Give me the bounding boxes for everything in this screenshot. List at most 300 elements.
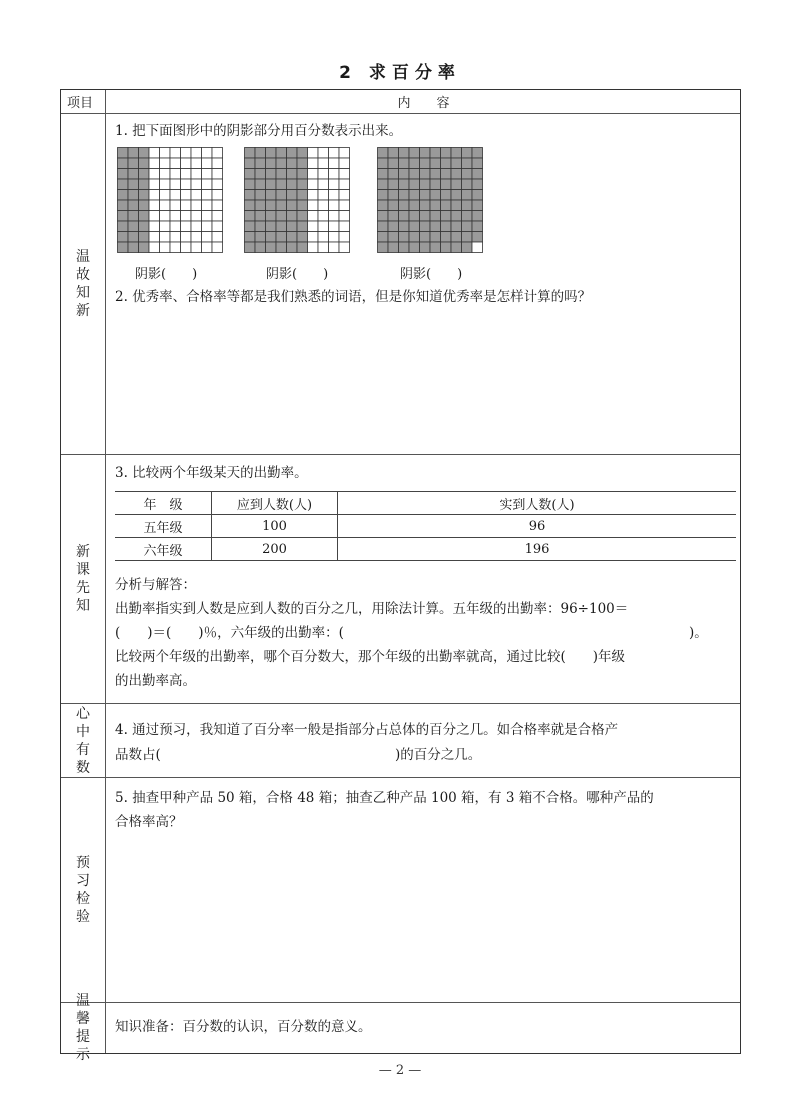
- grid-cell-shaded: [451, 190, 462, 201]
- worksheet-table: [60, 89, 741, 1063]
- question-2: 2. 优秀率、合格率等都是我们熟悉的词语，但是你知道优秀率是怎样计算的吗？: [115, 289, 592, 305]
- grid-cell: [160, 190, 171, 201]
- grid-cell-shaded: [430, 211, 441, 222]
- grid-cell-shaded: [472, 169, 483, 180]
- grid-cell-shaded: [128, 242, 139, 253]
- grid-cell: [339, 190, 350, 201]
- grid-cell-shaded: [399, 169, 410, 180]
- analysis-title: 分析与解答：: [115, 577, 196, 593]
- analysis-line-2-end: )。: [689, 625, 708, 641]
- grid-cell: [318, 179, 329, 190]
- grid-cell-shaded: [388, 221, 399, 232]
- grid-cell: [212, 221, 223, 232]
- grid-cell-shaded: [276, 190, 287, 201]
- grid-cell: [160, 148, 171, 159]
- grid-cell: [149, 148, 160, 159]
- grid-cell-shaded: [441, 169, 452, 180]
- grid-cell-shaded: [409, 221, 420, 232]
- row-divider: [61, 113, 740, 114]
- table-row: [115, 515, 736, 538]
- grid-cell-shaded: [462, 211, 473, 222]
- grid-cell-shaded: [118, 169, 129, 180]
- page-number: — 2 —: [378, 1063, 422, 1078]
- grid-cell: [170, 169, 181, 180]
- grid-cell-shaded: [378, 148, 389, 159]
- grid-cell-shaded: [287, 169, 298, 180]
- analysis-line-1: 出勤率指实到人数是应到人数的百分之几，用除法计算。五年级的出勤率：96÷100＝: [115, 601, 629, 617]
- grid-cell-shaded: [276, 148, 287, 159]
- grid-cell: [202, 221, 213, 232]
- grid-cell: [149, 232, 160, 243]
- table-cell: 196: [338, 538, 737, 561]
- grid-cell-shaded: [118, 200, 129, 211]
- grid-cell: [308, 200, 319, 211]
- grid-cell: [170, 200, 181, 211]
- grid-cell-shaded: [128, 221, 139, 232]
- section-label-newlesson: 新课先知: [76, 544, 90, 614]
- grid-cell-shaded: [462, 190, 473, 201]
- grid-cell-shaded: [245, 169, 256, 180]
- grid-cell: [339, 179, 350, 190]
- grid-cell-shaded: [297, 169, 308, 180]
- grid-cell-shaded: [462, 148, 473, 159]
- grid-cell: [329, 200, 340, 211]
- grid-cell: [191, 200, 202, 211]
- grid-cell: [160, 221, 171, 232]
- grid-cell-shaded: [139, 242, 150, 253]
- grid-cell-shaded: [441, 148, 452, 159]
- grid-cell-shaded: [420, 169, 431, 180]
- grid-cell: [170, 242, 181, 253]
- section-label-review: 温故知新: [76, 249, 90, 319]
- grid-cell: [318, 148, 329, 159]
- grid-cell-shaded: [472, 179, 483, 190]
- grid-cell: [202, 179, 213, 190]
- grid-cell: [149, 158, 160, 169]
- grid-cell: [339, 221, 350, 232]
- page-title: 2 求百分率: [339, 63, 461, 83]
- grid-cell-shaded: [420, 211, 431, 222]
- grid-cell: [308, 211, 319, 222]
- grid-cell-shaded: [297, 158, 308, 169]
- grid-cell-shaded: [399, 232, 410, 243]
- grid-cell: [149, 242, 160, 253]
- grid-cell: [160, 200, 171, 211]
- grid-cell-shaded: [420, 158, 431, 169]
- grid-cell: [318, 221, 329, 232]
- grid-cell-shaded: [266, 242, 277, 253]
- grid-cell-shaded: [297, 190, 308, 201]
- grid-cell: [212, 190, 223, 201]
- grid-cell-shaded: [255, 158, 266, 169]
- grid-cell-shaded: [276, 242, 287, 253]
- grid-cell: [202, 200, 213, 211]
- grid-cell: [212, 169, 223, 180]
- row-divider: [61, 777, 740, 778]
- grid-cell-shaded: [462, 169, 473, 180]
- grid-cell-shaded: [430, 169, 441, 180]
- grid-cell: [318, 242, 329, 253]
- grid-cell-shaded: [139, 179, 150, 190]
- grid-cell: [181, 221, 192, 232]
- grid-cell-shaded: [255, 190, 266, 201]
- grid-cell: [339, 169, 350, 180]
- grid-cell: [160, 179, 171, 190]
- grid-cell-shaded: [399, 148, 410, 159]
- grid-cell: [149, 169, 160, 180]
- grid-cell-shaded: [128, 200, 139, 211]
- grid-cell: [202, 242, 213, 253]
- grid-cell-shaded: [118, 179, 129, 190]
- grid-cell-shaded: [297, 232, 308, 243]
- grid-cell-shaded: [441, 232, 452, 243]
- grid-cell-shaded: [139, 148, 150, 159]
- grid-cell-shaded: [430, 179, 441, 190]
- table-header-cell: 实到人数(人): [338, 492, 737, 515]
- grid-cell-shaded: [409, 211, 420, 222]
- grid-cell-shaded: [420, 179, 431, 190]
- grid-cell-shaded: [139, 200, 150, 211]
- grid-cell: [191, 169, 202, 180]
- grid-cell-shaded: [472, 232, 483, 243]
- grid-cell: [160, 158, 171, 169]
- grid-cell-shaded: [287, 190, 298, 201]
- grid-cell-shaded: [276, 232, 287, 243]
- grid-cell-shaded: [255, 179, 266, 190]
- grid-cell-shaded: [378, 179, 389, 190]
- grid-cell-shaded: [139, 232, 150, 243]
- grid-cell: [472, 242, 483, 253]
- grid-cell-shaded: [462, 242, 473, 253]
- grid-cell-shaded: [297, 221, 308, 232]
- grid-cell: [170, 190, 181, 201]
- grid-cell: [339, 211, 350, 222]
- grid-cell-shaded: [245, 190, 256, 201]
- grid-cell: [308, 148, 319, 159]
- grid-cell: [339, 232, 350, 243]
- grid-cell: [339, 200, 350, 211]
- question-1: 1. 把下面图形中的阴影部分用百分数表示出来。: [115, 123, 403, 139]
- grid-cell-shaded: [266, 221, 277, 232]
- grid-cell-shaded: [276, 169, 287, 180]
- grid-cell-shaded: [451, 200, 462, 211]
- grid-cell-shaded: [472, 211, 483, 222]
- grid-cell: [191, 232, 202, 243]
- grid-cell-shaded: [276, 179, 287, 190]
- grid-cell-shaded: [255, 169, 266, 180]
- grid-cell-shaded: [245, 211, 256, 222]
- grid-cell: [191, 221, 202, 232]
- header-col-item: 项目: [67, 96, 94, 111]
- grid-cell-shaded: [409, 200, 420, 211]
- grid-cell: [149, 190, 160, 201]
- grid-cell: [318, 190, 329, 201]
- grid-cell: [160, 211, 171, 222]
- grid-cell-shaded: [430, 221, 441, 232]
- grid-cell-shaded: [409, 179, 420, 190]
- table-cell: 96: [338, 515, 737, 538]
- grid-cell-shaded: [118, 232, 129, 243]
- grid-cell: [149, 221, 160, 232]
- grid-cell-shaded: [287, 148, 298, 159]
- grid-cell-shaded: [378, 169, 389, 180]
- question-4-line-2-end: )的百分之几。: [395, 747, 482, 763]
- grid-cell: [181, 179, 192, 190]
- grid-cell: [308, 179, 319, 190]
- table-cell: 六年级: [115, 538, 212, 561]
- grid-cell-shaded: [441, 179, 452, 190]
- analysis-line-3: 比较两个年级的出勤率，哪个百分数大，那个年级的出勤率就高，通过比较( )年级: [115, 649, 626, 665]
- grid-cell: [212, 211, 223, 222]
- grid-cell-shaded: [388, 200, 399, 211]
- grid-cell-shaded: [287, 221, 298, 232]
- grid-cell: [318, 211, 329, 222]
- grid-cell-shaded: [245, 242, 256, 253]
- grid-cell: [308, 232, 319, 243]
- grid-cell-shaded: [128, 190, 139, 201]
- grid-cell-shaded: [409, 190, 420, 201]
- grid-cell-shaded: [472, 200, 483, 211]
- grid-cell: [149, 179, 160, 190]
- grid-cell: [170, 179, 181, 190]
- section-label-heart: 心中有数: [76, 705, 90, 776]
- grid-cell-shaded: [388, 169, 399, 180]
- grid-cell-shaded: [128, 211, 139, 222]
- grid-cell-shaded: [245, 200, 256, 211]
- grid-cell-shaded: [139, 211, 150, 222]
- grid-cell-shaded: [441, 211, 452, 222]
- grid-cell-shaded: [441, 200, 452, 211]
- grid-cell-shaded: [128, 169, 139, 180]
- grid-cell-shaded: [287, 232, 298, 243]
- grid-cell-shaded: [255, 200, 266, 211]
- attendance-table: [115, 491, 736, 561]
- tip-text: 知识准备：百分数的认识，百分数的意义。: [115, 1019, 372, 1035]
- grid-cell-shaded: [462, 158, 473, 169]
- grid-cell: [329, 190, 340, 201]
- grid-cell: [191, 179, 202, 190]
- question-4-line-1: 4. 通过预习，我知道了百分率一般是指部分占总体的百分之几。如合格率就是合格产: [115, 722, 619, 738]
- grid-cell: [191, 148, 202, 159]
- grid-cell-shaded: [276, 211, 287, 222]
- grid-cell-shaded: [128, 148, 139, 159]
- grid-cell-shaded: [409, 242, 420, 253]
- table-row: [115, 538, 736, 561]
- grid-cell: [170, 221, 181, 232]
- question-5-line-1: 5. 抽查甲种产品 50 箱，合格 48 箱；抽查乙种产品 100 箱，有 3 箱不合格。哪种产品的: [115, 790, 654, 806]
- grid-cell: [149, 211, 160, 222]
- grid-cell: [212, 232, 223, 243]
- grid-caption-1: 阴影( ): [135, 267, 198, 282]
- grid-cell: [308, 158, 319, 169]
- question-4-line-2: 品数占(: [115, 747, 161, 763]
- row-divider: [61, 1002, 740, 1003]
- grid-cell: [329, 179, 340, 190]
- grid-cell: [329, 148, 340, 159]
- grid-cell: [191, 190, 202, 201]
- grid-cell-shaded: [378, 211, 389, 222]
- grid-cell: [149, 200, 160, 211]
- grid-cell: [212, 242, 223, 253]
- grid-cell-shaded: [430, 158, 441, 169]
- question-5-line-2: 合格率高？: [115, 814, 183, 830]
- grid-cell: [329, 221, 340, 232]
- grid-cell: [181, 148, 192, 159]
- grid-cell: [181, 200, 192, 211]
- grid-cell: [329, 158, 340, 169]
- grid-cell-shaded: [451, 179, 462, 190]
- grid-cell-shaded: [399, 242, 410, 253]
- grid-cell-shaded: [399, 179, 410, 190]
- grid-cell-shaded: [378, 200, 389, 211]
- grid-cell-shaded: [297, 179, 308, 190]
- grid-cell-shaded: [388, 242, 399, 253]
- grid-cell-shaded: [118, 190, 129, 201]
- grid-cell-shaded: [399, 158, 410, 169]
- grid-cell-shaded: [255, 221, 266, 232]
- grid-cell: [170, 158, 181, 169]
- grid-cell: [329, 242, 340, 253]
- grid-cell: [191, 211, 202, 222]
- grid-cell-shaded: [276, 221, 287, 232]
- grid-cell-shaded: [472, 221, 483, 232]
- grid-cell-shaded: [420, 148, 431, 159]
- hundred-grid-3: [377, 147, 483, 253]
- grid-cell: [329, 169, 340, 180]
- grid-cell: [160, 232, 171, 243]
- grid-cell-shaded: [441, 221, 452, 232]
- grid-cell-shaded: [388, 179, 399, 190]
- grid-cell: [202, 158, 213, 169]
- grid-cell: [212, 158, 223, 169]
- grid-cell-shaded: [245, 179, 256, 190]
- grid-cell-shaded: [128, 158, 139, 169]
- grid-cell-shaded: [451, 169, 462, 180]
- grid-cell: [329, 232, 340, 243]
- grid-cell: [308, 242, 319, 253]
- grid-cell-shaded: [430, 242, 441, 253]
- grid-cell: [202, 148, 213, 159]
- grid-cell-shaded: [139, 190, 150, 201]
- grid-cell: [181, 242, 192, 253]
- grid-cell-shaded: [287, 242, 298, 253]
- grid-cell: [160, 169, 171, 180]
- grid-cell-shaded: [128, 232, 139, 243]
- grid-cell: [170, 148, 181, 159]
- grid-cell: [181, 232, 192, 243]
- grid-cell-shaded: [139, 221, 150, 232]
- analysis-line-4: 的出勤率高。: [115, 673, 196, 689]
- grid-cell-shaded: [118, 158, 129, 169]
- grid-cell: [160, 242, 171, 253]
- grid-cell-shaded: [266, 232, 277, 243]
- grid-cell-shaded: [287, 158, 298, 169]
- table-header-row: [115, 492, 736, 515]
- row-divider: [61, 703, 740, 704]
- grid-cell-shaded: [266, 211, 277, 222]
- grid-cell: [202, 169, 213, 180]
- grid-cell-shaded: [451, 211, 462, 222]
- grid-cell-shaded: [430, 232, 441, 243]
- grid-cell: [318, 200, 329, 211]
- grid-cell: [170, 232, 181, 243]
- grid-cell-shaded: [388, 158, 399, 169]
- grid-cell: [308, 221, 319, 232]
- grid-cell: [318, 158, 329, 169]
- grid-cell-shaded: [420, 242, 431, 253]
- grid-cell: [181, 169, 192, 180]
- grid-cell-shaded: [441, 158, 452, 169]
- column-divider: [105, 90, 106, 1053]
- table-header-cell: 应到人数(人): [212, 492, 338, 515]
- grid-cell-shaded: [266, 158, 277, 169]
- grid-cell-shaded: [287, 211, 298, 222]
- grid-cell-shaded: [409, 148, 420, 159]
- grid-cell-shaded: [118, 211, 129, 222]
- grid-cell-shaded: [388, 148, 399, 159]
- section-label-check: 预习检验: [76, 855, 90, 925]
- grid-cell-shaded: [297, 211, 308, 222]
- grid-cell-shaded: [297, 242, 308, 253]
- grid-cell-shaded: [255, 242, 266, 253]
- grid-cell: [191, 242, 202, 253]
- grid-cell-shaded: [462, 232, 473, 243]
- grid-cell-shaded: [420, 190, 431, 201]
- grid-cell-shaded: [245, 148, 256, 159]
- grid-cell-shaded: [399, 190, 410, 201]
- grid-cell-shaded: [297, 200, 308, 211]
- grid-cell-shaded: [266, 148, 277, 159]
- grid-cell-shaded: [451, 221, 462, 232]
- grid-cell-shaded: [276, 200, 287, 211]
- grid-cell-shaded: [472, 148, 483, 159]
- grid-cell-shaded: [462, 221, 473, 232]
- grid-cell-shaded: [409, 232, 420, 243]
- grid-cell: [212, 148, 223, 159]
- grid-cell: [329, 211, 340, 222]
- grid-cell-shaded: [399, 221, 410, 232]
- grid-cell-shaded: [245, 158, 256, 169]
- grid-cell-shaded: [266, 200, 277, 211]
- grid-cell-shaded: [451, 148, 462, 159]
- grid-cell-shaded: [266, 169, 277, 180]
- row-divider: [61, 454, 740, 455]
- grid-cell-shaded: [430, 148, 441, 159]
- grid-cell: [181, 158, 192, 169]
- grid-cell-shaded: [378, 232, 389, 243]
- grid-cell-shaded: [266, 190, 277, 201]
- grid-cell-shaded: [118, 242, 129, 253]
- grid-cell-shaded: [255, 232, 266, 243]
- grid-cell: [318, 232, 329, 243]
- grid-cell-shaded: [139, 158, 150, 169]
- analysis-line-2: ( )＝( )％，六年级的出勤率：(: [115, 625, 344, 641]
- grid-cell-shaded: [378, 190, 389, 201]
- grid-cell-shaded: [399, 200, 410, 211]
- grid-cell-shaded: [451, 232, 462, 243]
- table-header-cell: 年 级: [115, 492, 212, 515]
- grid-cell-shaded: [255, 148, 266, 159]
- grid-cell-shaded: [378, 158, 389, 169]
- grid-cell-shaded: [388, 190, 399, 201]
- grid-cell-shaded: [420, 232, 431, 243]
- grid-cell-shaded: [378, 221, 389, 232]
- grid-cell-shaded: [276, 158, 287, 169]
- grid-cell: [339, 148, 350, 159]
- hundred-grid-1: [117, 147, 223, 253]
- grid-cell-shaded: [255, 211, 266, 222]
- section-label-tip: 温馨提示: [76, 993, 90, 1063]
